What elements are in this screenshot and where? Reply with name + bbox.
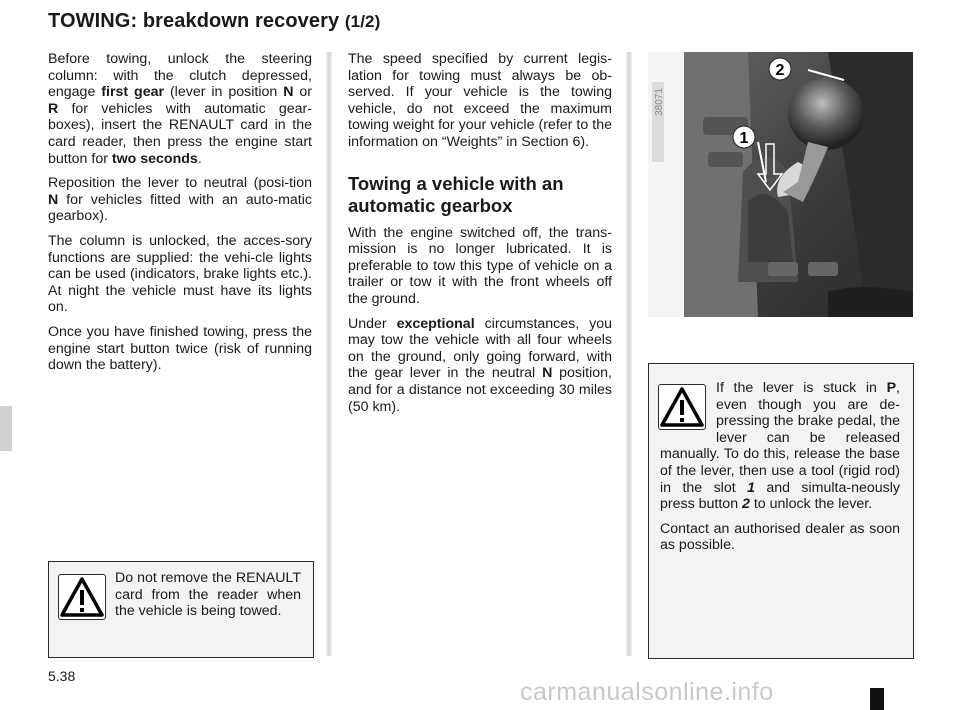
figure-code: 38071 [654, 88, 665, 116]
page-number: 5.38 [48, 668, 76, 684]
callout-2-label: 2 [775, 62, 785, 79]
warning-card-text: Do not remove the RENAULT card from the reader when the vehicle is being towed. [115, 570, 301, 620]
paragraph-towing-speed: The speed specified by current legis-lation for towing must always be ob-served. If your vehicle is the towing vehicle, do not exceed the maximum towing weight for your vehicle (refer to the information on “Weights” in Section 6). [348, 51, 612, 150]
paragraph-unlock-steering: Before towing, unlock the steering column: with the clutch depressed, engage first gear (lever in position N or R for vehicles with automatic gear-boxes), insert the RENAULT card in the card reader, then press the engine start button for two seconds. [48, 51, 313, 167]
title-suffix: (1/2) [344, 12, 381, 31]
column-separator [626, 52, 632, 656]
warning-triangle-icon [58, 574, 106, 620]
page-title [48, 10, 380, 33]
warning-lever-text [660, 380, 900, 562]
section-heading-automatic: Towing a vehicle with an automatic gearbox [348, 172, 564, 216]
gear-lever-photo [648, 52, 913, 317]
column-middle [348, 51, 612, 423]
paragraph-contact-dealer: Contact an authorised dealer as soon as possible. [660, 520, 900, 554]
paragraph-lever-stuck: If the lever is stuck in P, even though you are de-pressing the brake pedal, the lever can be released manually. To do this, release the base of the lever, then use a tool (rigid rod) in the slot 1 and simulta-neously press button 2 to unlock the lever. [660, 380, 900, 513]
warning-box-lever [648, 363, 914, 659]
warning-box-card [48, 561, 314, 658]
paragraph-finished-towing: Once you have finished towing, press the engine start button twice (risk of running down the battery). [48, 323, 312, 374]
paragraph-reposition-lever: Reposition the lever to neutral (posi-tion N for vehicles fitted with an auto-matic gearbox). [48, 175, 312, 225]
callout-1-label: 1 [739, 130, 749, 147]
title-main: TOWING: breakdown recovery [48, 10, 340, 32]
corner-mark [870, 688, 884, 710]
paragraph-engine-off: With the engine switched off, the trans-mission is no longer lubricated. It is preferable to tow this type of vehicle on a trailer or tow it with the front wheels off the ground. [348, 224, 612, 307]
paragraph-exceptional: Under exceptional circumstances, you may tow the vehicle with all four wheels on the ground, only going forward, with the gear lever in the neutral N position, and for a distance not exceeding 30 miles (50 km). [348, 315, 612, 415]
column-separator [326, 52, 332, 656]
watermark-text: carmanualsonline.info [520, 678, 774, 706]
paragraph-column-unlocked: The column is unlocked, the acces-sory functions are supplied: the vehi-cle lights can be used (indicators, brake lights etc.). At night the vehicle must have its lights on. [48, 232, 312, 316]
section-tab-marker [0, 406, 12, 451]
column-left [48, 51, 312, 382]
